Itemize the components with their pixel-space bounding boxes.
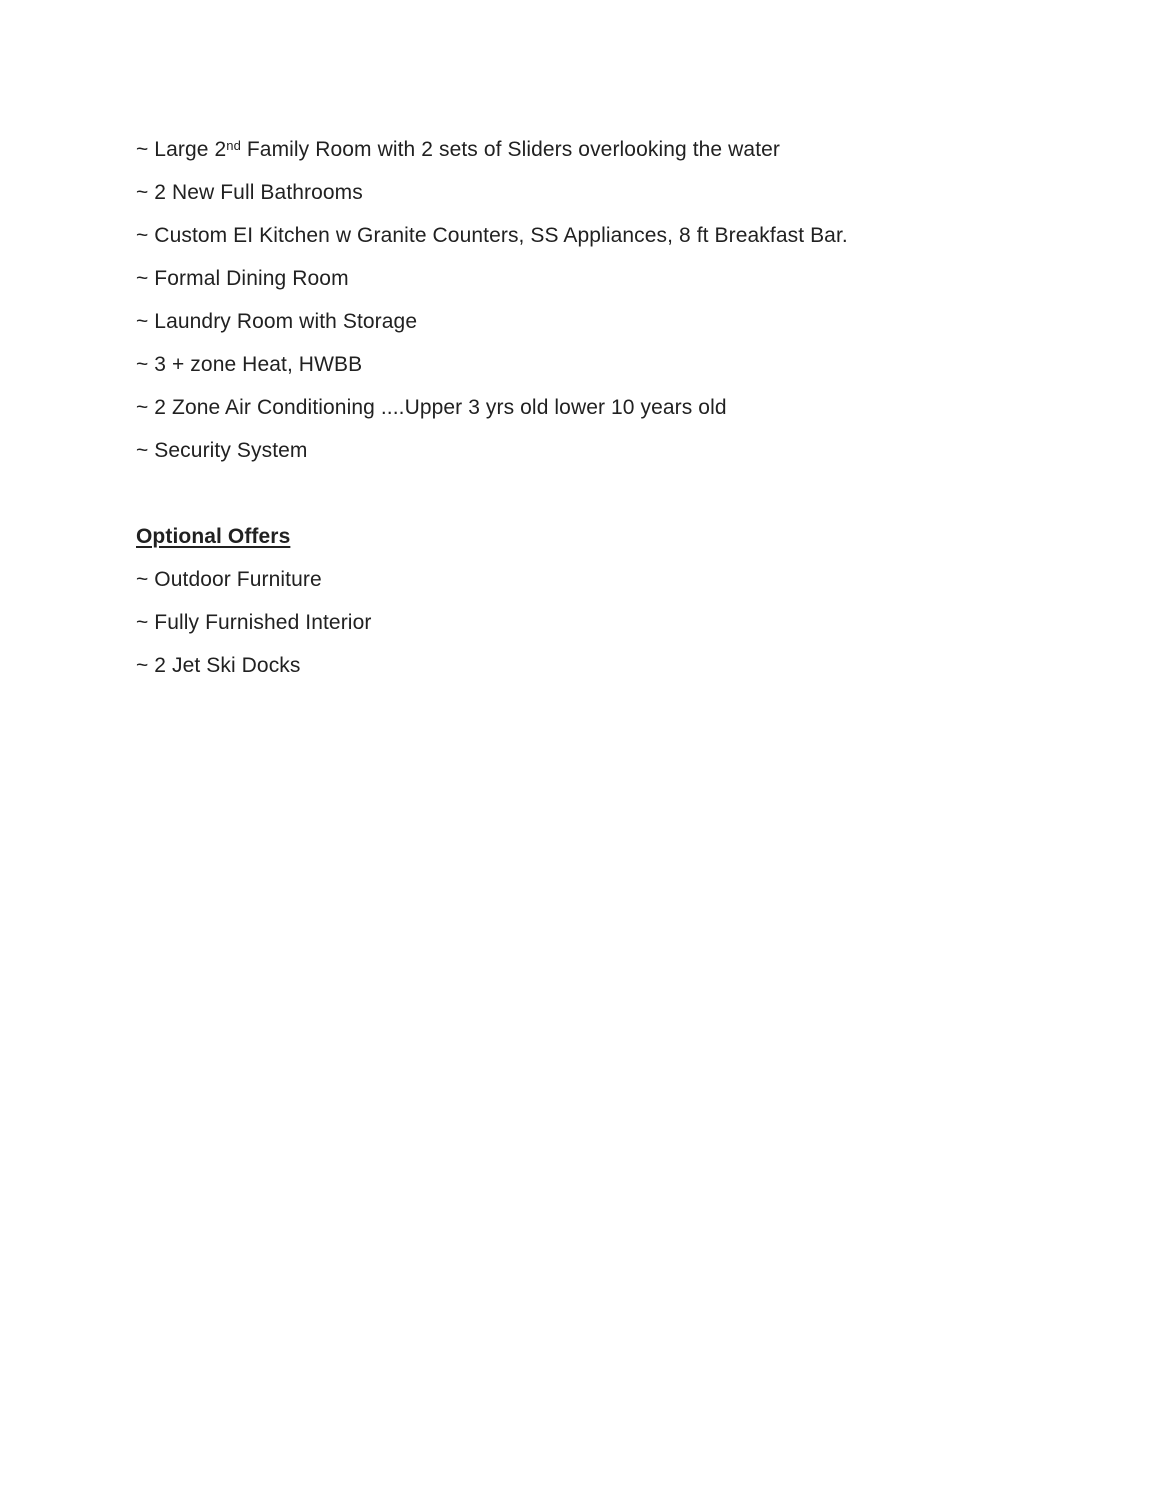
list-item-text: ~ Fully Furnished Interior — [136, 611, 372, 634]
list-item — [136, 343, 1099, 386]
feature-list — [136, 128, 1099, 472]
document-content — [136, 128, 1099, 687]
list-item-text: ~ 3 + zone Heat, HWBB — [136, 353, 363, 376]
optional-offers-heading: Optional Offers — [136, 525, 291, 548]
list-item-text: ~ Large 2 — [136, 138, 227, 161]
list-item-text: ~ Outdoor Furniture — [136, 568, 322, 591]
list-item — [136, 429, 1099, 472]
list-item-text: ~ 2 New Full Bathrooms — [136, 181, 363, 204]
list-item — [136, 386, 1099, 429]
list-item-text: ~ Custom EI Kitchen w Granite Counters, SS Appliances, 8 ft Breakfast Bar. — [136, 224, 848, 247]
list-item — [136, 128, 1099, 171]
list-item — [136, 644, 1099, 687]
list-item — [136, 214, 1099, 257]
optional-offers-list — [136, 558, 1099, 687]
list-item — [136, 171, 1099, 214]
list-item — [136, 257, 1099, 300]
list-item — [136, 300, 1099, 343]
list-item-text: ~ Laundry Room with Storage — [136, 310, 418, 333]
list-item-text: ~ 2 Zone Air Conditioning ....Upper 3 yrs old lower 10 years old — [136, 396, 727, 419]
list-item-text: ~ 2 Jet Ski Docks — [136, 654, 301, 677]
list-item-text: ~ Security System — [136, 439, 308, 462]
list-item-text: ~ Formal Dining Room — [136, 267, 349, 290]
list-item — [136, 558, 1099, 601]
list-item-text: Family Room with 2 sets of Sliders overlooking the water — [240, 138, 780, 161]
list-item — [136, 601, 1099, 644]
ordinal-superscript: nd — [226, 138, 241, 154]
